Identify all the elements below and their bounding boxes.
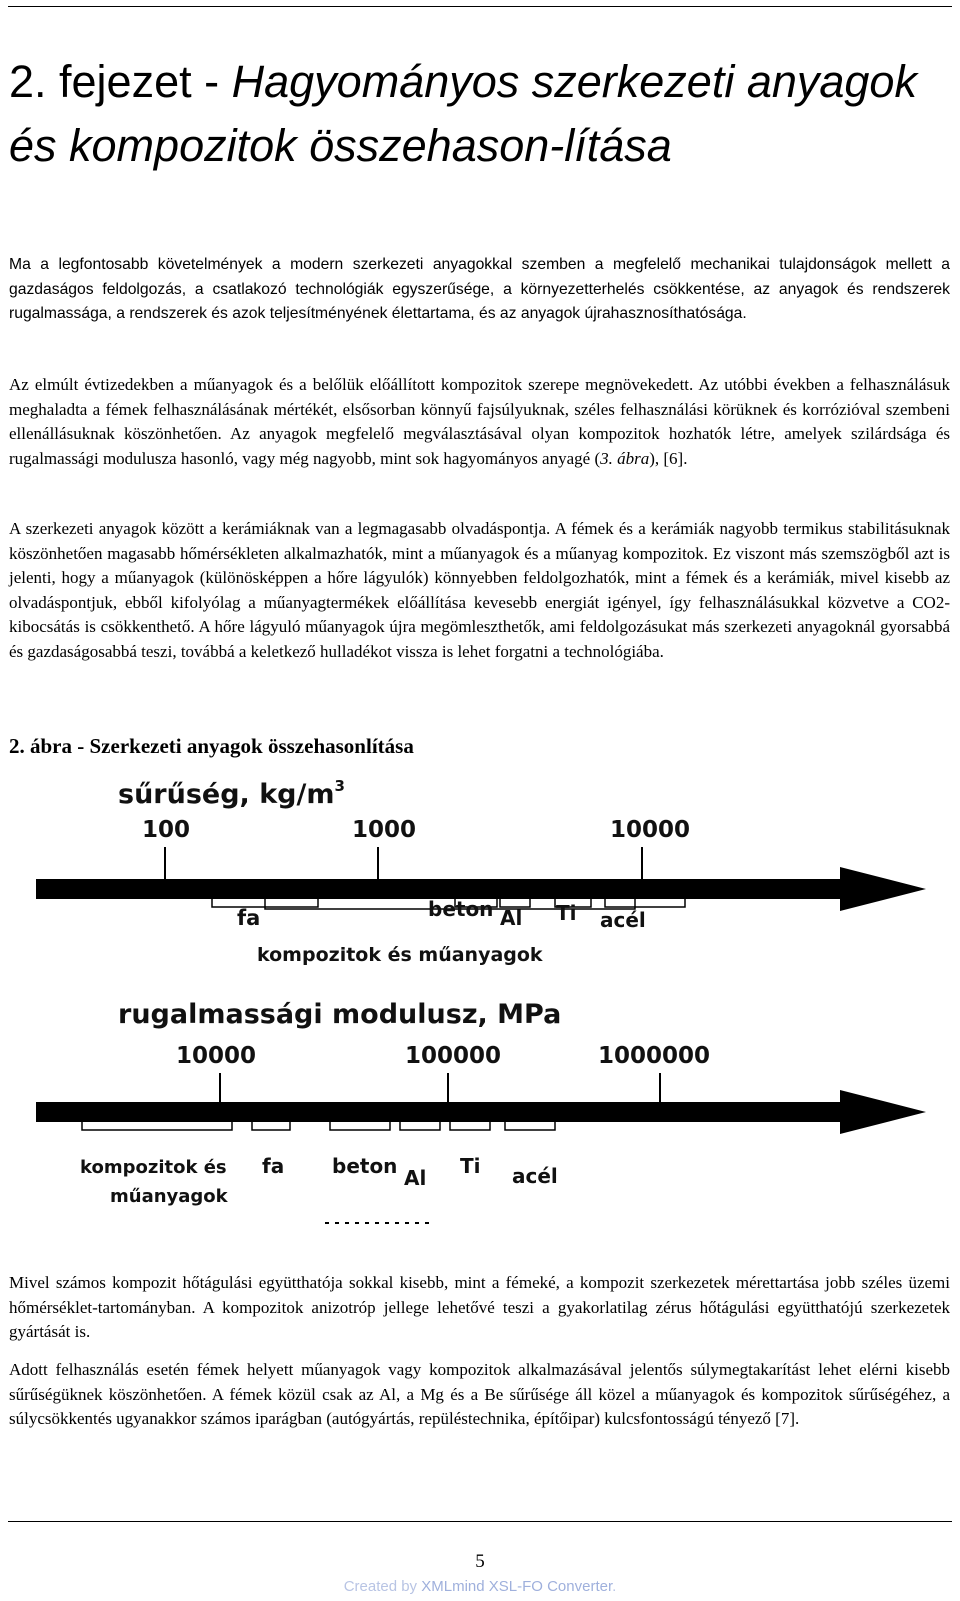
density-tick-100: 100 (142, 817, 191, 843)
paragraph-ceramics: A szerkezeti anyagok között a kerámiáknak van a legmagasabb olvadáspontja. A fémek és a kerámiák nagyobb termikus stabilitásuknak köszönhetően magasabb hőmérsékleten alkalmazhatók, mint a műanyagok és a műanyag kompozitok. Ez viszont más szemszögből azt is jelenti, hogy a műanyagok (különösképpen a hőre lágyulók) könnyebben feldolgozhatók, mint a fémek és a kerámiák, mivel kisebb az olvadáspontjuk, ebből kifolyólag a műanyagtermékek előállítása kevesebb energiát igényel, így felhasználásukkal közvetve a CO2-kibocsátás is csökkenthető. A hőre lágyuló műanyagok újra megömleszthetők, ami feldolgozásukat más szerkezeti anyagoknál gyorsabbá és gazdaságosabbá teszi, továbbá a keletkező hulladékot vissza is lehet forgatni a technológiába. (9, 519, 950, 661)
modulus-group-line2: műanyagok (110, 1186, 228, 1207)
density-tick-1000: 1000 (352, 817, 417, 843)
paragraph-composites-role (9, 373, 950, 471)
modulus-material-fa: fa (262, 1154, 285, 1178)
paragraph-thermal-expansion: Mivel számos kompozit hőtágulási együtthatója sokkal kisebb, mint a fémeké, a kompozit szerkezetek mérettartása jobb széles üzemi hőmérséklet-tartományban. A kompozitok anizotróp jellege lehetővé teszi a gyakorlatilag zérus hőtágulási együtthatójú szerkezetek gyártását is. (9, 1273, 950, 1341)
modulus-group-line1: kompozitok és (80, 1157, 227, 1178)
paragraph-intro: Ma a legfontosabb követelmények a modern szerkezeti anyagokkal szemben a megfelelő mechanikai tulajdonságok mellett a gazdaságos feldolgozás, a csatlakozó technológiák egyszerűsége, a környezetterhelés csökkentése, az anyagok és rendszerek rugalmassága, a rendszerek és azok teljesítményének élettartama, és az anyagok újrahasznosíthatósága. (9, 256, 950, 322)
watermark-suffix: . (612, 1578, 617, 1595)
density-group-composites: kompozitok és műanyagok (257, 944, 543, 966)
chapter-title-text: Hagyományos szerkezeti anyagok és kompozitok összehason-lítása (9, 56, 917, 171)
density-material-ti: Ti (556, 901, 577, 925)
citation: ), [6]. (649, 448, 688, 468)
modulus-material-ti: Ti (460, 1154, 481, 1178)
page-number: 5 (475, 1551, 485, 1572)
paragraph-weight-saving: Adott felhasználás esetén fémek helyett műanyagok vagy kompozitok alkalmazásával jelentős súlymegtakarítást lehet elérni kisebb sűrűségüknek köszönhetően. A fémek közül csak az Al, a Mg és a Be sűrűsége áll közel a műanyagok és kompozitok sűrűségéhez, a súlycsökkentés ugyanakkor számos iparágban (autógyártás, repüléstechnika, építőipar) kulcsfontosságú tényező [7]. (9, 1360, 950, 1428)
modulus-tick-1000000: 1000000 (598, 1043, 711, 1069)
density-material-al: Al (500, 906, 523, 930)
watermark-brand-link[interactable]: XMLmind XSL-FO Converter (421, 1578, 613, 1595)
chapter-title (9, 50, 949, 178)
top-rule (8, 6, 952, 7)
figure-caption: 2. ábra - Szerkezeti anyagok összehasonlítása (9, 734, 414, 758)
density-material-fa: fa (237, 906, 261, 930)
modulus-material-al: Al (404, 1166, 427, 1190)
modulus-material-acel: acél (512, 1164, 558, 1188)
materials-comparison-figure (30, 775, 935, 1243)
watermark-prefix: Created by (343, 1578, 422, 1595)
bottom-rule (8, 1521, 952, 1522)
chapter-number: 2. fejezet - (9, 56, 232, 107)
figure-canvas (30, 775, 935, 1243)
density-tick-10000: 10000 (610, 817, 691, 843)
modulus-material-beton: beton (332, 1154, 398, 1178)
converter-watermark (0, 1578, 960, 1595)
modulus-title: rugalmassági modulusz, MPa (118, 999, 562, 1030)
density-material-acel: acél (600, 908, 646, 932)
modulus-tick-100000: 100000 (405, 1043, 502, 1069)
figure-reference[interactable]: 3. ábra (600, 448, 650, 468)
density-material-beton: beton (428, 897, 494, 921)
paragraph-text: Az elmúlt évtizedekben a műanyagok és a belőlük előállított kompozitok szerepe megnövekedett. Az utóbbi években a felhasználásuk meghaladta a fémek felhasználásának mértékét, elsősorban könnyű fajsúlyuknak, széles felhasználási körüknek és korrózióval szembeni ellenállásuknak köszönhetően. Az anyagok megfelelő megválasztásával olyan kompozitok hozhatók létre, amelyek szilárdsága és rugalmassági modulusza hasonló, vagy még nagyobb, mint sok hagyományos anyagé ( (9, 375, 950, 468)
density-title: sűrűség, $kg/m^3$ (118, 777, 345, 810)
modulus-tick-10000: 10000 (176, 1043, 257, 1069)
